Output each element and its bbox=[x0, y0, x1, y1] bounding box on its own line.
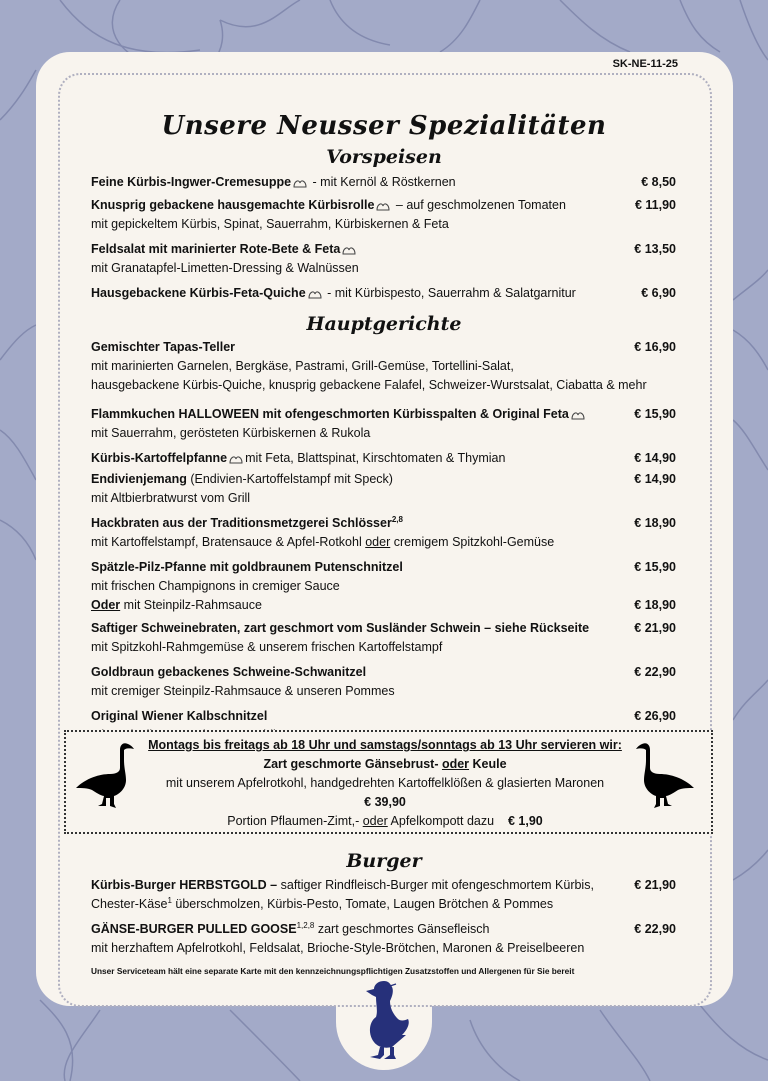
item-desc: – auf geschmolzenen Tomaten bbox=[392, 198, 566, 212]
section-title-burger: Burger bbox=[346, 850, 422, 872]
item-price: € 8,50 bbox=[641, 175, 676, 189]
item-desc-2b: überschmolzen, Kürbis-Pesto, Tomate, Laugen Brötchen & Pommes bbox=[171, 897, 554, 911]
special-extra bbox=[120, 812, 650, 831]
item-desc: zart geschmortes Gänsefleisch bbox=[314, 922, 490, 936]
item-desc-2: mit Kartoffelstampf, Bratensauce & Apfel-Rotkohl bbox=[91, 535, 366, 549]
menu-code: SK-NE-11-25 bbox=[612, 58, 678, 70]
menu-item bbox=[91, 920, 676, 958]
section-title-vorspeisen: Vorspeisen bbox=[326, 146, 442, 168]
item-desc-2: mit frischen Champignons in cremiger Sauce bbox=[91, 579, 340, 593]
page-title: Unsere Neusser Spezialitäten bbox=[161, 111, 607, 141]
item-desc-2: mit Sauerrahm, gerösteten Kürbiskernen & Rukola bbox=[91, 426, 371, 440]
underlined-oder: oder bbox=[365, 535, 391, 549]
item-name: Saftiger Schweinebraten, zart geschmort vom Susländer Schwein – siehe Rückseite bbox=[91, 621, 590, 635]
item-desc-3: hausgebackene Kürbis-Quiche, knusprig gebackene Falafel, Schweizer-Wurstsalat, Ciabatta & mehr bbox=[91, 378, 647, 392]
item-price: € 26,90 bbox=[634, 709, 676, 723]
item-price: € 21,90 bbox=[634, 621, 676, 635]
item-name: Goldbraun gebackenes Schweine-Schwanitzel bbox=[91, 665, 367, 679]
allergen-sup: 1,2,8 bbox=[296, 920, 315, 930]
menu-item bbox=[91, 405, 676, 443]
special-extra-b: Apfelkompott dazu bbox=[387, 814, 495, 828]
item-name: Gemischter Tapas-Teller bbox=[91, 340, 236, 354]
menu-item bbox=[91, 558, 676, 615]
menu-item bbox=[91, 338, 676, 395]
special-sides: mit unserem Apfelrotkohl, handgedrehten Kartoffelklößen & glasierten Maronen bbox=[165, 776, 605, 790]
section-title-hauptgerichte: Hauptgerichte bbox=[306, 313, 462, 335]
item-price: € 11,90 bbox=[634, 198, 676, 212]
menu-item bbox=[91, 196, 676, 234]
item-price: € 22,90 bbox=[634, 922, 676, 936]
vorspeisen-list bbox=[91, 173, 676, 307]
allergen-sup: 2,8 bbox=[391, 514, 403, 524]
duck-logo-icon bbox=[358, 975, 418, 1065]
item-name: GÄNSE-BURGER PULLED GOOSE bbox=[91, 922, 297, 936]
item-desc-2: mit cremiger Steinpilz-Rahmsauce & unseren Pommes bbox=[91, 684, 395, 698]
item-price: € 15,90 bbox=[634, 560, 676, 574]
menu-item bbox=[91, 663, 676, 701]
item-name: Knusprig gebackene hausgemachte Kürbisrolle bbox=[91, 198, 375, 212]
underlined-oder: oder bbox=[441, 757, 470, 771]
menu-item bbox=[91, 173, 676, 192]
special-dish bbox=[120, 755, 650, 774]
item-desc: mit Feta, Blattspinat, Kirschtomaten & Thymian bbox=[245, 451, 506, 465]
goose-special-text bbox=[120, 736, 650, 831]
item-price: € 21,90 bbox=[634, 878, 676, 892]
item-price: € 13,50 bbox=[634, 242, 676, 256]
item-name: Kürbis-Kartoffelpfanne bbox=[91, 451, 228, 465]
item-price: € 6,90 bbox=[641, 286, 676, 300]
special-dish-a: Zart geschmorte Gänsebrust- bbox=[263, 757, 442, 771]
item-alt: mit Steinpilz-Rahmsauce bbox=[120, 598, 262, 612]
item-name: Hackbraten aus der Traditionsmetzgerei Schlösser bbox=[91, 516, 392, 530]
item-name: Flammkuchen HALLOWEEN mit ofengeschmorten Kürbisspalten & Original Feta bbox=[91, 407, 569, 421]
vegetarian-leaf-icon bbox=[293, 178, 307, 188]
item-desc-2: mit marinierten Garnelen, Bergkäse, Pastrami, Grill-Gemüse, Tortellini-Salat, bbox=[91, 359, 514, 373]
allergen-sup: 1 bbox=[167, 895, 172, 905]
hauptgerichte-list bbox=[91, 338, 676, 749]
special-extra-a: Portion Pflaumen-Zimt,- bbox=[227, 814, 363, 828]
vegetarian-leaf-icon bbox=[342, 245, 356, 255]
item-price: € 16,90 bbox=[634, 340, 676, 354]
underlined-oder: Oder bbox=[91, 598, 121, 612]
item-price: € 22,90 bbox=[634, 665, 676, 679]
item-name: Feldsalat mit marinierter Rote-Bete & Feta bbox=[91, 242, 341, 256]
item-name: Kürbis-Burger HERBSTGOLD – bbox=[91, 878, 278, 892]
vegetarian-leaf-icon bbox=[571, 410, 585, 420]
allergen-footnote: Unser Serviceteam hält eine separate Karte mit den kennzeichnungspflichtigen Zusatzstoffen und Allergenen für Sie bereit bbox=[91, 966, 575, 976]
item-desc-2a: Chester-Käse bbox=[91, 897, 168, 911]
item-desc-2: mit herzhaftem Apfelrotkohl, Feldsalat, Brioche-Style-Brötchen, Maronen & Preiselbeeren bbox=[91, 941, 585, 955]
menu-item bbox=[91, 240, 676, 278]
vegetarian-leaf-icon bbox=[376, 201, 390, 211]
item-desc: - mit Kürbispesto, Sauerrahm & Salatgarnitur bbox=[323, 286, 576, 300]
item-price: € 15,90 bbox=[634, 407, 676, 421]
item-desc: (Endivien-Kartoffelstampf mit Speck) bbox=[186, 472, 393, 486]
menu-item bbox=[91, 284, 676, 303]
item-desc-2: mit Granatapfel-Limetten-Dressing & Walnüssen bbox=[91, 261, 359, 275]
menu-item bbox=[91, 470, 676, 508]
underlined-oder: oder bbox=[362, 814, 388, 828]
burger-list bbox=[91, 876, 676, 962]
item-desc-2: mit Spitzkohl-Rahmgemüse & unserem frischen Kartoffelstampf bbox=[91, 640, 443, 654]
item-desc-2: mit gepickeltem Kürbis, Spinat, Sauerrahm, Kürbiskernen & Feta bbox=[91, 217, 449, 231]
menu-item bbox=[91, 619, 676, 657]
vegetarian-leaf-icon bbox=[308, 289, 322, 299]
item-name: Feine Kürbis-Ingwer-Cremesuppe bbox=[91, 175, 292, 189]
item-alt-price: € 18,90 bbox=[634, 598, 676, 612]
item-desc-2: mit Altbierbratwurst vom Grill bbox=[91, 491, 251, 505]
item-name: Original Wiener Kalbschnitzel bbox=[91, 709, 268, 723]
item-name: Spätzle-Pilz-Pfanne mit goldbraunem Putenschnitzel bbox=[91, 560, 403, 574]
special-headline: Montags bis freitags ab 18 Uhr und samstags/sonntags ab 13 Uhr servieren wir: bbox=[148, 738, 622, 752]
vegetarian-leaf-icon bbox=[229, 454, 243, 464]
menu-item bbox=[91, 514, 676, 552]
special-price: € 39,90 bbox=[364, 795, 406, 809]
item-price: € 14,90 bbox=[634, 472, 676, 486]
menu-item bbox=[91, 449, 676, 468]
item-desc: saftiger Rindfleisch-Burger mit ofengeschmortem Kürbis, bbox=[277, 878, 594, 892]
item-price: € 14,90 bbox=[634, 451, 676, 465]
item-desc: - mit Kernöl & Röstkernen bbox=[309, 175, 456, 189]
special-extra-price: € 1,90 bbox=[507, 814, 543, 828]
item-price: € 18,90 bbox=[634, 516, 676, 530]
item-name: Hausgebackene Kürbis-Feta-Quiche bbox=[91, 286, 306, 300]
item-desc-2b: cremigem Spitzkohl-Gemüse bbox=[390, 535, 555, 549]
menu-item bbox=[91, 876, 676, 914]
special-dish-b: Keule bbox=[469, 757, 507, 771]
item-name: Endivienjemang bbox=[91, 472, 187, 486]
